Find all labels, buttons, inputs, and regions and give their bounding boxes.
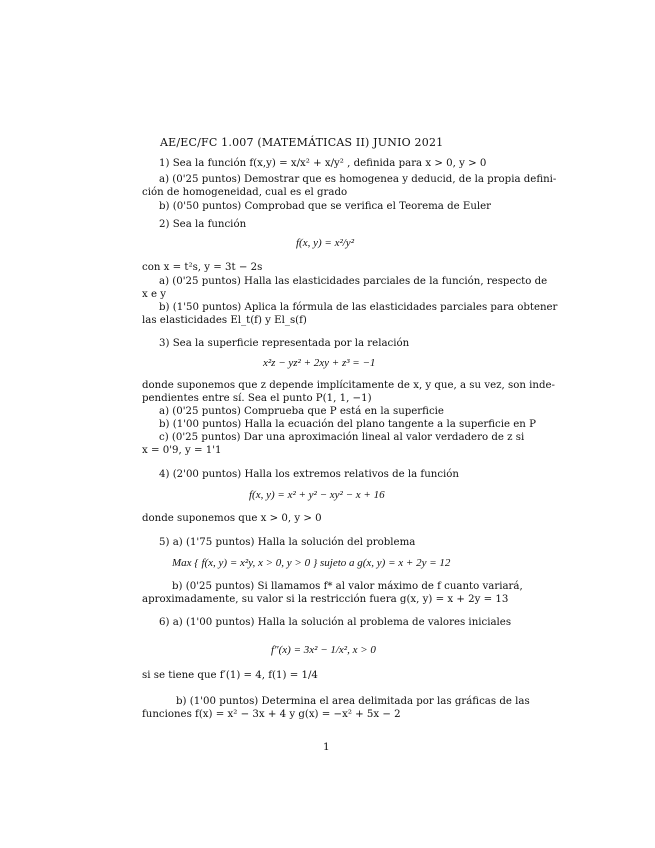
p3-part-c-line1: c) (0'25 puntos) Dar una aproximación lineal al valor verdadero de z si xyxy=(159,432,525,443)
p3-part-b: b) (1'00 puntos) Halla la ecuación del plano tangente a la superficie en P xyxy=(159,419,536,430)
p1-intro: 1) Sea la función f(x,y) = x/x² + x/y² , definida para x > 0, y > 0 xyxy=(159,158,487,169)
p5-part-b-line2: aproximadamente, su valor si la restricción fuera g(x, y) = x + 2y = 13 xyxy=(142,594,509,605)
p5-part-b-line1: b) (0'25 puntos) Si llamamos f* al valor máximo de f cuanto variará, xyxy=(172,581,523,592)
p6-intro: 6) a) (1'00 puntos) Halla la solución al problema de valores iniciales xyxy=(159,617,512,628)
p6-part-b-line2: funciones f(x) = x² − 3x + 4 y g(x) = −x² + 5x − 2 xyxy=(142,709,401,720)
p2-intro: 2) Sea la función xyxy=(159,219,247,230)
p6-initial-conditions: si se tiene que f′(1) = 4, f(1) = 1/4 xyxy=(142,670,318,681)
p3-description-line1: donde suponemos que z depende implícitamente de x, y que, a su vez, son inde- xyxy=(142,380,555,391)
p4-domain: donde suponemos que x > 0, y > 0 xyxy=(142,513,322,524)
p6-equation: f″(x) = 3x² − 1/x², x > 0 xyxy=(271,644,376,656)
p4-intro: 4) (2'00 puntos) Halla los extremos relativos de la función xyxy=(159,469,459,480)
p2-part-b-line2: las elasticidades El_t(f) y El_s(f) xyxy=(142,315,307,326)
p6-part-b-line1: b) (1'00 puntos) Determina el area delimitada por las gráficas de las xyxy=(176,696,530,707)
p1-part-a-line2: ción de homogeneidad, cual es el grado xyxy=(142,187,348,198)
p2-part-b-line1: b) (1'50 puntos) Aplica la fórmula de las elasticidades parciales para obtener xyxy=(159,302,558,313)
p3-part-a: a) (0'25 puntos) Comprueba que P está en la superficie xyxy=(159,406,444,417)
p2-part-a-line1: a) (0'25 puntos) Halla las elasticidades parciales de la función, respecto de xyxy=(159,276,548,287)
p3-equation: x²z − yz² + 2xy + z³ = −1 xyxy=(263,357,376,369)
p2-equation: f(x, y) = x²/y² xyxy=(296,237,354,249)
p2-substitution: con x = t²s, y = 3t − 2s xyxy=(142,262,263,273)
p3-part-c-line2: x = 0'9, y = 1'1 xyxy=(142,445,222,456)
exam-title: AE/EC/FC 1.007 (MATEMÁTICAS II) JUNIO 2021 xyxy=(160,136,444,149)
p2-part-a-line2: x e y xyxy=(142,289,167,300)
p5-intro: 5) a) (1'75 puntos) Halla la solución del problema xyxy=(159,537,416,548)
p3-intro: 3) Sea la superficie representada por la relación xyxy=(159,338,410,349)
p5-equation: Max { f(x, y) = x²y, x > 0, y > 0 } sujeto a g(x, y) = x + 2y = 12 xyxy=(172,557,451,569)
p1-part-a-line1: a) (0'25 puntos) Demostrar que es homogenea y deducid, de la propia defini- xyxy=(159,174,557,185)
p1-part-b: b) (0'50 puntos) Comprobad que se verifica el Teorema de Euler xyxy=(159,201,492,212)
p3-description-line2: pendientes entre sí. Sea el punto P(1, 1, −1) xyxy=(142,393,372,404)
p4-equation: f(x, y) = x² + y² − xy² − x + 16 xyxy=(249,489,385,501)
page-number: 1 xyxy=(323,741,330,753)
